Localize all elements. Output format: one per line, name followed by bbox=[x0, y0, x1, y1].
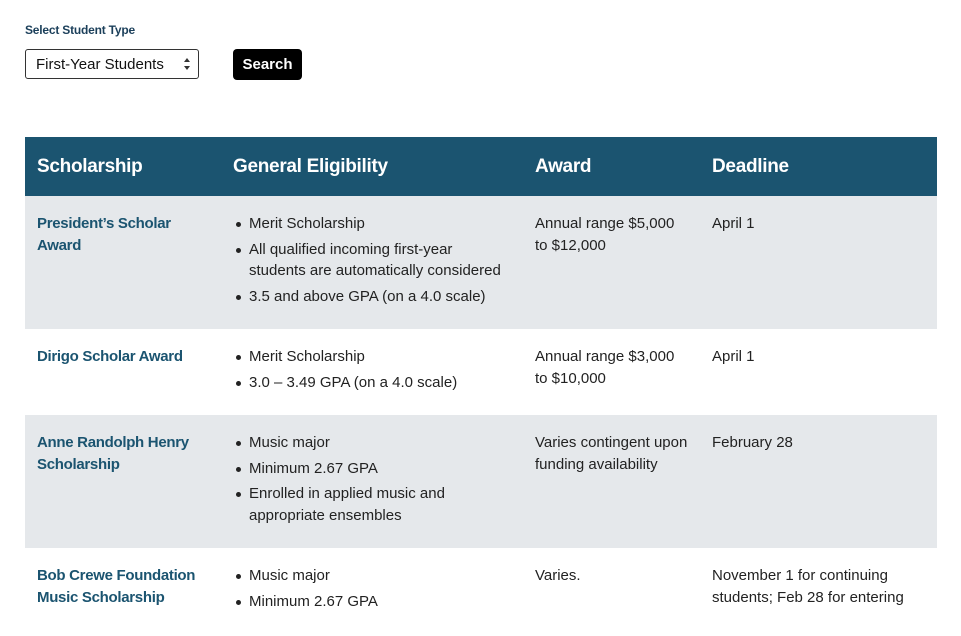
header-scholarship: Scholarship bbox=[25, 137, 221, 196]
scholarship-cell bbox=[25, 548, 221, 634]
eligibility-item: Minimum 2.67 GPA bbox=[249, 458, 511, 480]
eligibility-list bbox=[233, 213, 511, 307]
eligibility-list bbox=[233, 432, 511, 526]
student-type-select[interactable] bbox=[25, 49, 199, 79]
header-deadline: Deadline bbox=[700, 137, 937, 196]
table-row bbox=[25, 415, 937, 548]
table-row bbox=[25, 329, 937, 415]
eligibility-item: Minimum 2.67 GPA bbox=[249, 591, 511, 613]
eligibility-item: Merit Scholarship bbox=[249, 213, 511, 235]
scholarship-cell bbox=[25, 196, 221, 329]
eligibility-list bbox=[233, 346, 511, 393]
eligibility-cell bbox=[221, 329, 523, 415]
eligibility-item: All qualified incoming first-year students are automatically considered bbox=[249, 239, 511, 282]
scholarship-link[interactable]: President’s Scholar Award bbox=[37, 215, 171, 254]
select-arrows-icon bbox=[183, 57, 191, 71]
scholarship-table bbox=[25, 137, 937, 634]
header-award: Award bbox=[523, 137, 700, 196]
eligibility-list bbox=[233, 565, 511, 612]
eligibility-cell bbox=[221, 196, 523, 329]
student-type-label: Select Student Type bbox=[25, 23, 136, 37]
eligibility-cell bbox=[221, 548, 523, 634]
header-general-eligibility: General Eligibility bbox=[221, 137, 523, 196]
deadline-cell: November 1 for continuing students; Feb 28 for entering bbox=[700, 548, 937, 634]
eligibility-item: Music major bbox=[249, 432, 511, 454]
scholarship-link[interactable]: Dirigo Scholar Award bbox=[37, 348, 183, 365]
table-header-row bbox=[25, 137, 937, 196]
search-button[interactable]: Search bbox=[233, 49, 302, 80]
student-type-selected: First-Year Students bbox=[36, 56, 164, 73]
deadline-cell: February 28 bbox=[700, 415, 937, 548]
eligibility-item: Enrolled in applied music and appropriate ensembles bbox=[249, 483, 511, 526]
award-cell: Varies. bbox=[523, 548, 700, 634]
eligibility-item: Merit Scholarship bbox=[249, 346, 511, 368]
award-cell: Annual range $3,000 to $10,000 bbox=[523, 329, 700, 415]
deadline-cell: April 1 bbox=[700, 329, 937, 415]
table-row bbox=[25, 196, 937, 329]
award-cell: Varies contingent upon funding availability bbox=[523, 415, 700, 548]
eligibility-item: 3.0 – 3.49 GPA (on a 4.0 scale) bbox=[249, 372, 511, 394]
scholarship-link[interactable]: Anne Randolph Henry Scholarship bbox=[37, 434, 189, 473]
table-row bbox=[25, 548, 937, 634]
scholarship-cell bbox=[25, 415, 221, 548]
eligibility-item: 3.5 and above GPA (on a 4.0 scale) bbox=[249, 286, 511, 308]
eligibility-item: Music major bbox=[249, 565, 511, 587]
deadline-cell: April 1 bbox=[700, 196, 937, 329]
scholarship-cell bbox=[25, 329, 221, 415]
scholarship-link[interactable]: Bob Crewe Foundation Music Scholarship bbox=[37, 567, 196, 606]
eligibility-cell bbox=[221, 415, 523, 548]
award-cell: Annual range $5,000 to $12,000 bbox=[523, 196, 700, 329]
